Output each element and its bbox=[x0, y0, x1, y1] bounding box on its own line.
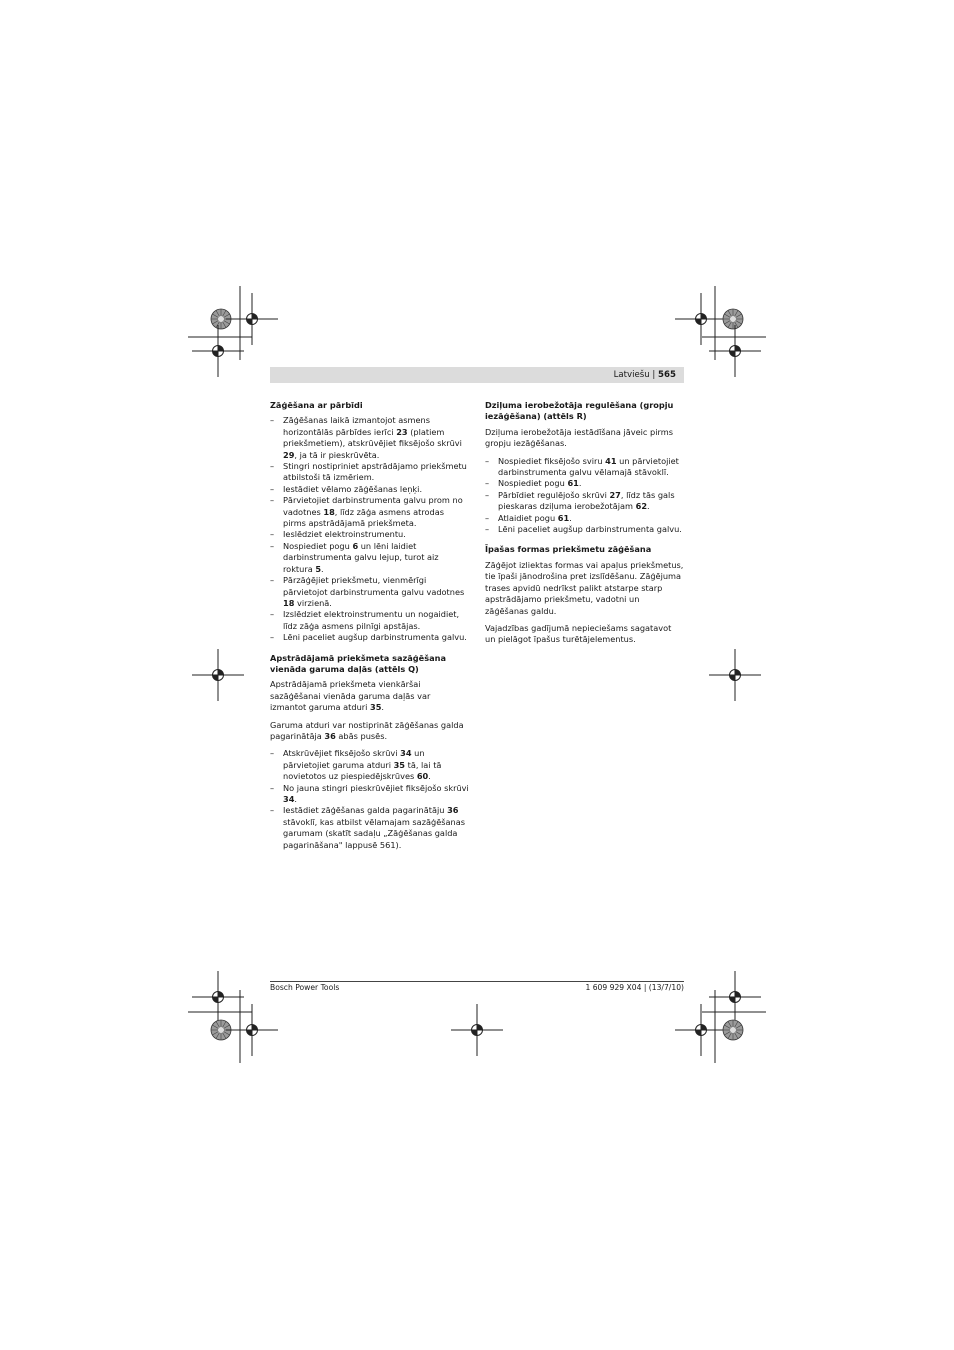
list-dash: – bbox=[270, 461, 275, 472]
list-dash: – bbox=[485, 489, 490, 500]
reference-number: 61 bbox=[567, 478, 579, 489]
list-item bbox=[485, 524, 684, 535]
list-dash: – bbox=[270, 782, 275, 793]
list-dash: – bbox=[485, 512, 490, 523]
text-run: Pārvietojiet darbinstrumenta galvu prom no vadotnes bbox=[283, 495, 463, 517]
footer-rule bbox=[270, 981, 684, 982]
text-run: un lēni laidiet darbinstrumenta galvu lejup, turot aiz roktura bbox=[283, 540, 439, 574]
text-run: Garuma atduri var nostiprināt zāģēšanas galda pagarinātāja bbox=[270, 719, 464, 741]
text-run: Apstrādājamā priekšmeta vienkāršai sazāģēšanai vienāda garuma daļās var izmantot garuma atduri bbox=[270, 679, 431, 713]
reference-number: 60 bbox=[416, 771, 429, 782]
crosshair-target bbox=[675, 1004, 727, 1056]
text-run: Stingri nostipriniet apstrādājamo priekšmetu atbilstoši tā izmēriem. bbox=[283, 461, 467, 483]
reference-number: 61 bbox=[557, 512, 570, 523]
list-item bbox=[485, 456, 684, 479]
text-run: . bbox=[569, 512, 572, 523]
list-item bbox=[270, 415, 469, 461]
text-run: . bbox=[321, 563, 324, 574]
list-dash: – bbox=[270, 495, 275, 506]
list-dash: – bbox=[270, 483, 275, 494]
text-run: un pārvietojiet garuma atduri bbox=[283, 748, 425, 770]
crosshair-target bbox=[192, 649, 244, 701]
list-item bbox=[270, 609, 469, 632]
text-run: abās pusēs. bbox=[335, 730, 388, 741]
crosshair-target bbox=[192, 325, 244, 377]
paragraph bbox=[485, 560, 684, 617]
text-run: (platiem priekšmetiem), atskrūvējiet fiksējošo skrūvi bbox=[283, 426, 462, 449]
list-item bbox=[485, 490, 684, 513]
instruction-list bbox=[485, 456, 684, 536]
color-rosette bbox=[723, 1020, 743, 1040]
reference-number: 36 bbox=[324, 730, 336, 741]
reference-number: 34 bbox=[400, 748, 412, 759]
page-number: 565 bbox=[658, 370, 676, 380]
list-dash: – bbox=[270, 632, 275, 643]
list-dash: – bbox=[270, 415, 275, 426]
text-run: un pārvietojiet darbinstrumenta galvu vēlamajā stāvoklī. bbox=[498, 455, 679, 478]
list-item bbox=[270, 484, 469, 495]
crosshair-target bbox=[451, 1004, 503, 1056]
list-item bbox=[270, 805, 469, 851]
text-run: Vajadzības gadījumā nepieciešams sagatavot un pielāgot īpašus turētājelementus. bbox=[485, 622, 672, 645]
instruction-list bbox=[270, 415, 469, 643]
page-header-bar bbox=[270, 367, 684, 383]
text-run: Iestādiet vēlamo zāģēšanas leņķi. bbox=[283, 483, 423, 494]
list-dash: – bbox=[270, 609, 275, 620]
list-dash: – bbox=[270, 748, 275, 759]
page-header bbox=[614, 369, 676, 381]
text-run: Dziļuma ierobežotāja iestādīšana jāveic pirms gropju iezāģēšanas. bbox=[485, 426, 673, 449]
crosshair-target bbox=[709, 325, 761, 377]
reference-number: 34 bbox=[283, 794, 295, 804]
section-heading: Apstrādājamā priekšmeta sazāģēšana vienāda garuma daļās (attēls Q) bbox=[270, 652, 446, 674]
reference-number: 23 bbox=[396, 426, 408, 437]
reference-number: 27 bbox=[609, 489, 621, 500]
text-run: . bbox=[294, 794, 298, 804]
text-run: , līdz tās gals pieskaras dziļuma ierobežotājam bbox=[498, 489, 675, 512]
text-run: . bbox=[428, 771, 431, 782]
list-item bbox=[270, 495, 469, 529]
section-heading: Īpašas formas priekšmetu zāģēšana bbox=[485, 544, 652, 555]
text-run: Izslēdziet elektroinstrumentu un nogaidiet, līdz zāģa asmens pilnīgi apstājas. bbox=[283, 609, 460, 631]
crosshair-target bbox=[226, 1004, 278, 1056]
text-run: , līdz zāģa asmens atrodas pirms apstrādājamā priekšmeta. bbox=[283, 506, 445, 529]
footer-publisher: Bosch Power Tools bbox=[270, 983, 340, 992]
left-column bbox=[270, 400, 469, 860]
reference-number: 62 bbox=[635, 501, 648, 512]
paragraph bbox=[270, 679, 469, 713]
reference-number: 36 bbox=[447, 805, 459, 816]
instruction-list bbox=[270, 748, 469, 851]
paragraph bbox=[270, 720, 469, 743]
crosshair-target bbox=[709, 971, 761, 1023]
text-run: Atlaidiet pogu bbox=[498, 512, 558, 523]
list-item bbox=[270, 461, 469, 484]
list-dash: – bbox=[270, 805, 275, 816]
text-run: Pārbīdiet regulējošo skrūvi bbox=[498, 489, 610, 500]
list-dash: – bbox=[485, 478, 490, 489]
text-run: . bbox=[578, 478, 582, 489]
crosshair-target bbox=[675, 293, 727, 345]
header-separator: | bbox=[652, 370, 656, 380]
text-run: Lēni paceliet augšup darbinstrumenta galvu. bbox=[283, 632, 467, 643]
text-run: . bbox=[381, 702, 385, 713]
text-run: . bbox=[647, 501, 650, 512]
list-item bbox=[270, 748, 469, 782]
text-run: tā, lai tā novietotos uz piespiedējskrūves bbox=[283, 759, 442, 782]
header-language: Latviešu bbox=[613, 370, 650, 380]
list-item bbox=[270, 632, 469, 643]
text-run: , ja tā ir pieskrūvēta. bbox=[294, 449, 380, 460]
reference-number: 41 bbox=[605, 455, 617, 466]
list-item bbox=[270, 783, 469, 806]
list-dash: – bbox=[270, 575, 275, 586]
text-run: Nospiediet pogu bbox=[283, 540, 353, 551]
color-rosette bbox=[211, 1020, 231, 1040]
list-item bbox=[270, 529, 469, 540]
paragraph bbox=[485, 623, 684, 646]
crosshair-target bbox=[192, 971, 244, 1023]
list-dash: – bbox=[270, 540, 275, 551]
list-item bbox=[270, 541, 469, 575]
paragraph bbox=[485, 427, 684, 450]
list-item bbox=[270, 575, 469, 609]
text-run: Nospiediet fiksējošo sviru bbox=[498, 455, 606, 466]
reference-number: 29 bbox=[283, 449, 295, 460]
text-run: Atskrūvējiet fiksējošo skrūvi bbox=[283, 748, 401, 759]
text-run: Iestādiet zāģēšanas galda pagarinātāju bbox=[283, 805, 448, 816]
section-heading: Dziļuma ierobežotāja regulēšana (gropju iezāģēšana) (attēls R) bbox=[485, 400, 674, 422]
list-item bbox=[485, 478, 684, 489]
crosshair-target bbox=[709, 649, 761, 701]
list-dash: – bbox=[485, 455, 490, 466]
text-run: virzienā. bbox=[294, 597, 332, 608]
right-column bbox=[485, 400, 684, 652]
text-run: No jauna stingri pieskrūvējiet fiksējošo skrūvi bbox=[283, 782, 469, 793]
section-heading: Zāģēšana ar pārbīdi bbox=[270, 400, 363, 410]
text-run: Nospiediet pogu bbox=[498, 478, 568, 489]
footer-document-code: 1 609 929 X04 | (13/7/10) bbox=[585, 983, 684, 992]
list-dash: – bbox=[485, 524, 490, 535]
color-rosette bbox=[723, 309, 743, 329]
reference-number: 6 bbox=[352, 540, 359, 551]
crosshair-target bbox=[226, 293, 278, 345]
text-run: Zāģēšanas laikā izmantojot asmens horizontālās pārbīdes ierīci bbox=[283, 415, 430, 437]
reference-number: 18 bbox=[283, 597, 295, 608]
list-dash: – bbox=[270, 529, 275, 540]
text-run: Pārzāģējiet priekšmetu, vienmērīgi pārvietojot darbinstrumenta galvu vadotnes bbox=[283, 575, 465, 597]
reference-number: 18 bbox=[323, 506, 335, 517]
list-item bbox=[485, 513, 684, 524]
text-run: stāvoklī, kas atbilst vēlamajam sazāģēšanas garumam (skatīt sadaļu „Zāģēšanas galda pagarināšana" lappusē 561). bbox=[283, 816, 466, 850]
reference-number: 35 bbox=[393, 759, 405, 770]
text-run: Ieslēdziet elektroinstrumentu. bbox=[283, 529, 406, 540]
reference-number: 35 bbox=[370, 702, 382, 713]
text-run: Zāģējot izliektas formas vai apaļus priekšmetus, tie īpaši jānodrošina pret izslīdēšanu. Zāģējuma trases apvidū nedrīkst palikt atstarpe starp apstrādājamo priekšmetu, vadotni un zāģēšanas galdu. bbox=[485, 559, 684, 616]
color-rosette bbox=[211, 309, 231, 329]
reference-number: 5 bbox=[315, 563, 322, 574]
text-run: Lēni paceliet augšup darbinstrumenta galvu. bbox=[498, 524, 682, 535]
